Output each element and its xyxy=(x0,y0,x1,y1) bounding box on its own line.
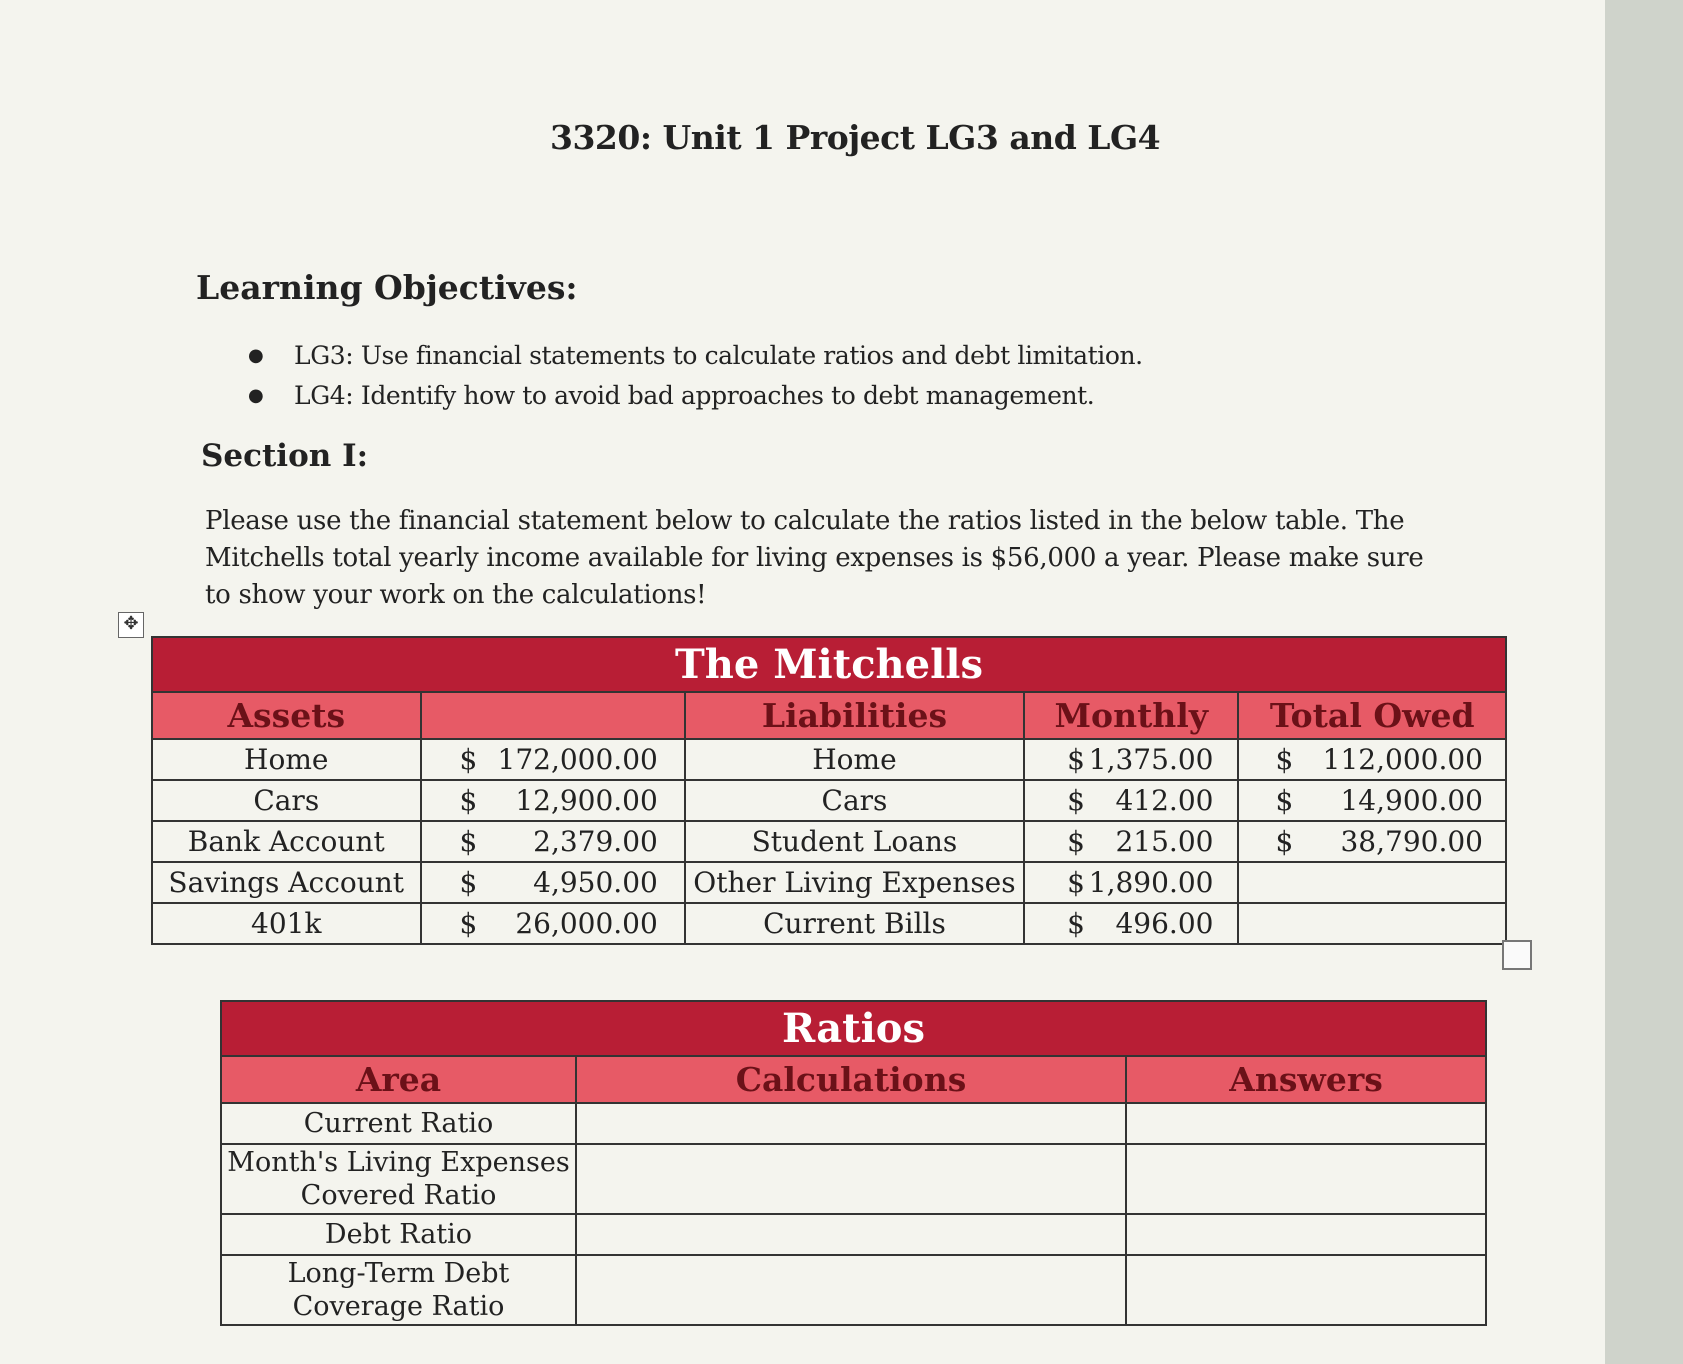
list-item xyxy=(240,336,1143,376)
currency-symbol: $ xyxy=(459,825,478,858)
objective-text: LG3: Use financial statements to calculate ratios and debt limitation. xyxy=(294,341,1143,370)
learning-objectives-heading: Learning Objectives: xyxy=(196,268,578,307)
amount: 4,950.00 xyxy=(533,866,658,899)
column-header-answers: Answers xyxy=(1126,1056,1486,1103)
ratio-answer-cell[interactable] xyxy=(1126,1255,1486,1325)
column-header-liabilities: Liabilities xyxy=(685,692,1024,739)
ratio-calculation-cell[interactable] xyxy=(576,1214,1126,1255)
ratio-calculation-cell[interactable] xyxy=(576,1255,1126,1325)
currency-symbol: $ xyxy=(1275,825,1294,858)
ratio-area[interactable]: Debt Ratio xyxy=(221,1214,576,1255)
column-header-asset-value xyxy=(421,692,685,739)
ratio-area[interactable]: Month's Living Expenses Covered Ratio xyxy=(221,1144,576,1214)
column-header-assets: Assets xyxy=(152,692,421,739)
instructions-paragraph: Please use the financial statement below to calculate the ratios listed in the below table. The Mitchells total yearly income available for living expenses is $56,000 a year. Please make sure to show your work on the calculations! xyxy=(205,506,1424,610)
amount: 215.00 xyxy=(1115,825,1214,858)
amount: 496.00 xyxy=(1115,907,1214,940)
ratio-answer-cell[interactable] xyxy=(1126,1144,1486,1214)
total-owed[interactable] xyxy=(1238,821,1506,862)
amount: 2,379.00 xyxy=(533,825,658,858)
amount: 12,900.00 xyxy=(515,784,658,817)
asset-name[interactable]: Savings Account xyxy=(152,862,421,903)
currency-symbol: $ xyxy=(1275,784,1294,817)
table-title: The Mitchells xyxy=(152,637,1506,692)
asset-value[interactable] xyxy=(421,821,685,862)
table-row xyxy=(221,1214,1486,1255)
table-row xyxy=(152,903,1506,944)
table-row xyxy=(152,739,1506,780)
asset-value[interactable] xyxy=(421,780,685,821)
monthly-payment[interactable] xyxy=(1024,903,1238,944)
currency-symbol: $ xyxy=(1275,743,1294,776)
currency-symbol: $ xyxy=(1067,784,1085,817)
monthly-payment[interactable] xyxy=(1024,739,1238,780)
currency-symbol: $ xyxy=(459,743,478,776)
bullet-icon: ● xyxy=(248,345,264,366)
liability-name[interactable]: Home xyxy=(685,739,1024,780)
asset-value[interactable] xyxy=(421,862,685,903)
table-title: Ratios xyxy=(221,1001,1486,1056)
amount: 1,890.00 xyxy=(1088,866,1214,899)
table-resize-icon[interactable] xyxy=(1502,940,1532,970)
objective-text: LG4: Identify how to avoid bad approaches to debt management. xyxy=(294,381,1095,410)
monthly-payment[interactable] xyxy=(1024,862,1238,903)
liability-name[interactable]: Student Loans xyxy=(685,821,1024,862)
asset-value[interactable] xyxy=(421,903,685,944)
ratio-answer-cell[interactable] xyxy=(1126,1214,1486,1255)
ratio-area[interactable]: Long-Term Debt Coverage Ratio xyxy=(221,1255,576,1325)
column-header-total-owed: Total Owed xyxy=(1238,692,1506,739)
amount: 172,000.00 xyxy=(497,743,658,776)
liability-name[interactable]: Other Living Expenses xyxy=(685,862,1024,903)
ratio-calculation-cell[interactable] xyxy=(576,1103,1126,1144)
currency-symbol: $ xyxy=(1067,866,1085,899)
column-header-area: Area xyxy=(221,1056,576,1103)
amount: 38,790.00 xyxy=(1340,825,1483,858)
currency-symbol: $ xyxy=(1067,743,1085,776)
total-owed[interactable] xyxy=(1238,739,1506,780)
ratio-calculation-cell[interactable] xyxy=(576,1144,1126,1214)
liability-name[interactable]: Current Bills xyxy=(685,903,1024,944)
window-margin xyxy=(1605,0,1683,1364)
currency-symbol: $ xyxy=(1067,825,1085,858)
asset-name[interactable]: Home xyxy=(152,739,421,780)
column-header-monthly: Monthly xyxy=(1024,692,1238,739)
currency-symbol: $ xyxy=(459,784,478,817)
currency-symbol: $ xyxy=(459,866,478,899)
ratios-table xyxy=(220,1000,1487,1326)
asset-value[interactable] xyxy=(421,739,685,780)
table-row xyxy=(221,1255,1486,1325)
monthly-payment[interactable] xyxy=(1024,780,1238,821)
table-row xyxy=(221,1144,1486,1214)
currency-symbol: $ xyxy=(1067,907,1085,940)
amount: 112,000.00 xyxy=(1322,743,1483,776)
mitchells-financial-table xyxy=(151,636,1507,945)
total-owed[interactable] xyxy=(1238,862,1506,903)
table-row xyxy=(152,780,1506,821)
total-owed[interactable] xyxy=(1238,903,1506,944)
table-row xyxy=(152,862,1506,903)
table-row xyxy=(221,1103,1486,1144)
amount: 14,900.00 xyxy=(1340,784,1483,817)
document-title: 3320: Unit 1 Project LG3 and LG4 xyxy=(550,118,1161,157)
table-move-icon[interactable]: ✥ xyxy=(118,612,144,638)
amount: 1,375.00 xyxy=(1088,743,1214,776)
ratio-area[interactable]: Current Ratio xyxy=(221,1103,576,1144)
bullet-icon: ● xyxy=(248,385,264,406)
total-owed[interactable] xyxy=(1238,780,1506,821)
column-header-calculations: Calculations xyxy=(576,1056,1126,1103)
liability-name[interactable]: Cars xyxy=(685,780,1024,821)
amount: 26,000.00 xyxy=(515,907,658,940)
amount: 412.00 xyxy=(1115,784,1214,817)
ratio-answer-cell[interactable] xyxy=(1126,1103,1486,1144)
learning-objectives-list xyxy=(240,336,1143,416)
asset-name[interactable]: Cars xyxy=(152,780,421,821)
section-heading: Section I: xyxy=(201,438,369,474)
table-row xyxy=(152,821,1506,862)
currency-symbol: $ xyxy=(459,907,478,940)
asset-name[interactable]: 401k xyxy=(152,903,421,944)
monthly-payment[interactable] xyxy=(1024,821,1238,862)
asset-name[interactable]: Bank Account xyxy=(152,821,421,862)
list-item xyxy=(240,376,1143,416)
